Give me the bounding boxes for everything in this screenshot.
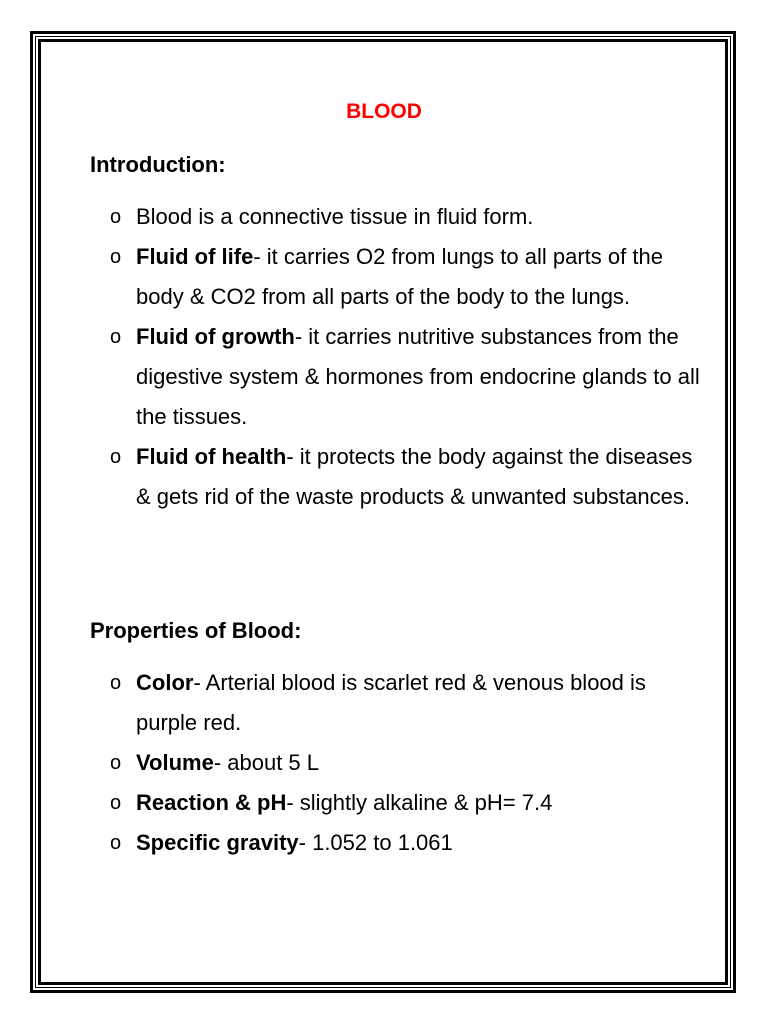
item-text: - 1.052 to 1.061 [298, 830, 453, 855]
document-title: BLOOD [346, 100, 422, 123]
list-item [110, 437, 700, 517]
item-term: Color [136, 670, 194, 695]
item-text: - slightly alkaline & pH= 7.4 [286, 790, 553, 815]
list-item [110, 743, 700, 783]
item-term: Specific gravity [136, 830, 299, 855]
properties-list [110, 663, 700, 863]
bullet-icon: o [110, 672, 122, 694]
item-term: Reaction & pH [136, 790, 287, 815]
item-term: Fluid of health [136, 444, 287, 469]
section-heading-introduction: Introduction: [90, 152, 226, 177]
list-item [110, 663, 700, 743]
bullet-icon: o [110, 446, 122, 468]
bullet-icon: o [110, 326, 122, 348]
item-text: - it carries O2 from lungs to all parts of the body & CO2 from all parts of the body to the lungs. [136, 244, 663, 309]
item-text: Blood is a connective tissue in fluid form. [136, 204, 534, 229]
bullet-icon: o [110, 246, 122, 268]
list-item [110, 197, 700, 237]
item-term: Volume [136, 750, 214, 775]
bullet-icon: o [110, 752, 122, 774]
list-item [110, 317, 700, 437]
bullet-icon: o [110, 206, 122, 228]
bullet-icon: o [110, 832, 122, 854]
list-item [110, 783, 700, 823]
introduction-list [110, 197, 700, 517]
list-item [110, 237, 700, 317]
section-heading-properties: Properties of Blood: [90, 618, 302, 643]
bullet-icon: o [110, 792, 122, 814]
item-text: - it carries nutritive substances from the digestive system & hormones from endocrine glands to all the tissues. [136, 324, 700, 429]
item-term: Fluid of life [136, 244, 254, 269]
item-text: - Arterial blood is scarlet red & venous blood is purple red. [136, 670, 646, 735]
item-text: - it protects the body against the diseases & gets rid of the waste products & unwanted substances. [136, 444, 693, 509]
item-term: Fluid of growth [136, 324, 295, 349]
item-text: - about 5 L [213, 750, 320, 775]
list-item [110, 823, 700, 863]
